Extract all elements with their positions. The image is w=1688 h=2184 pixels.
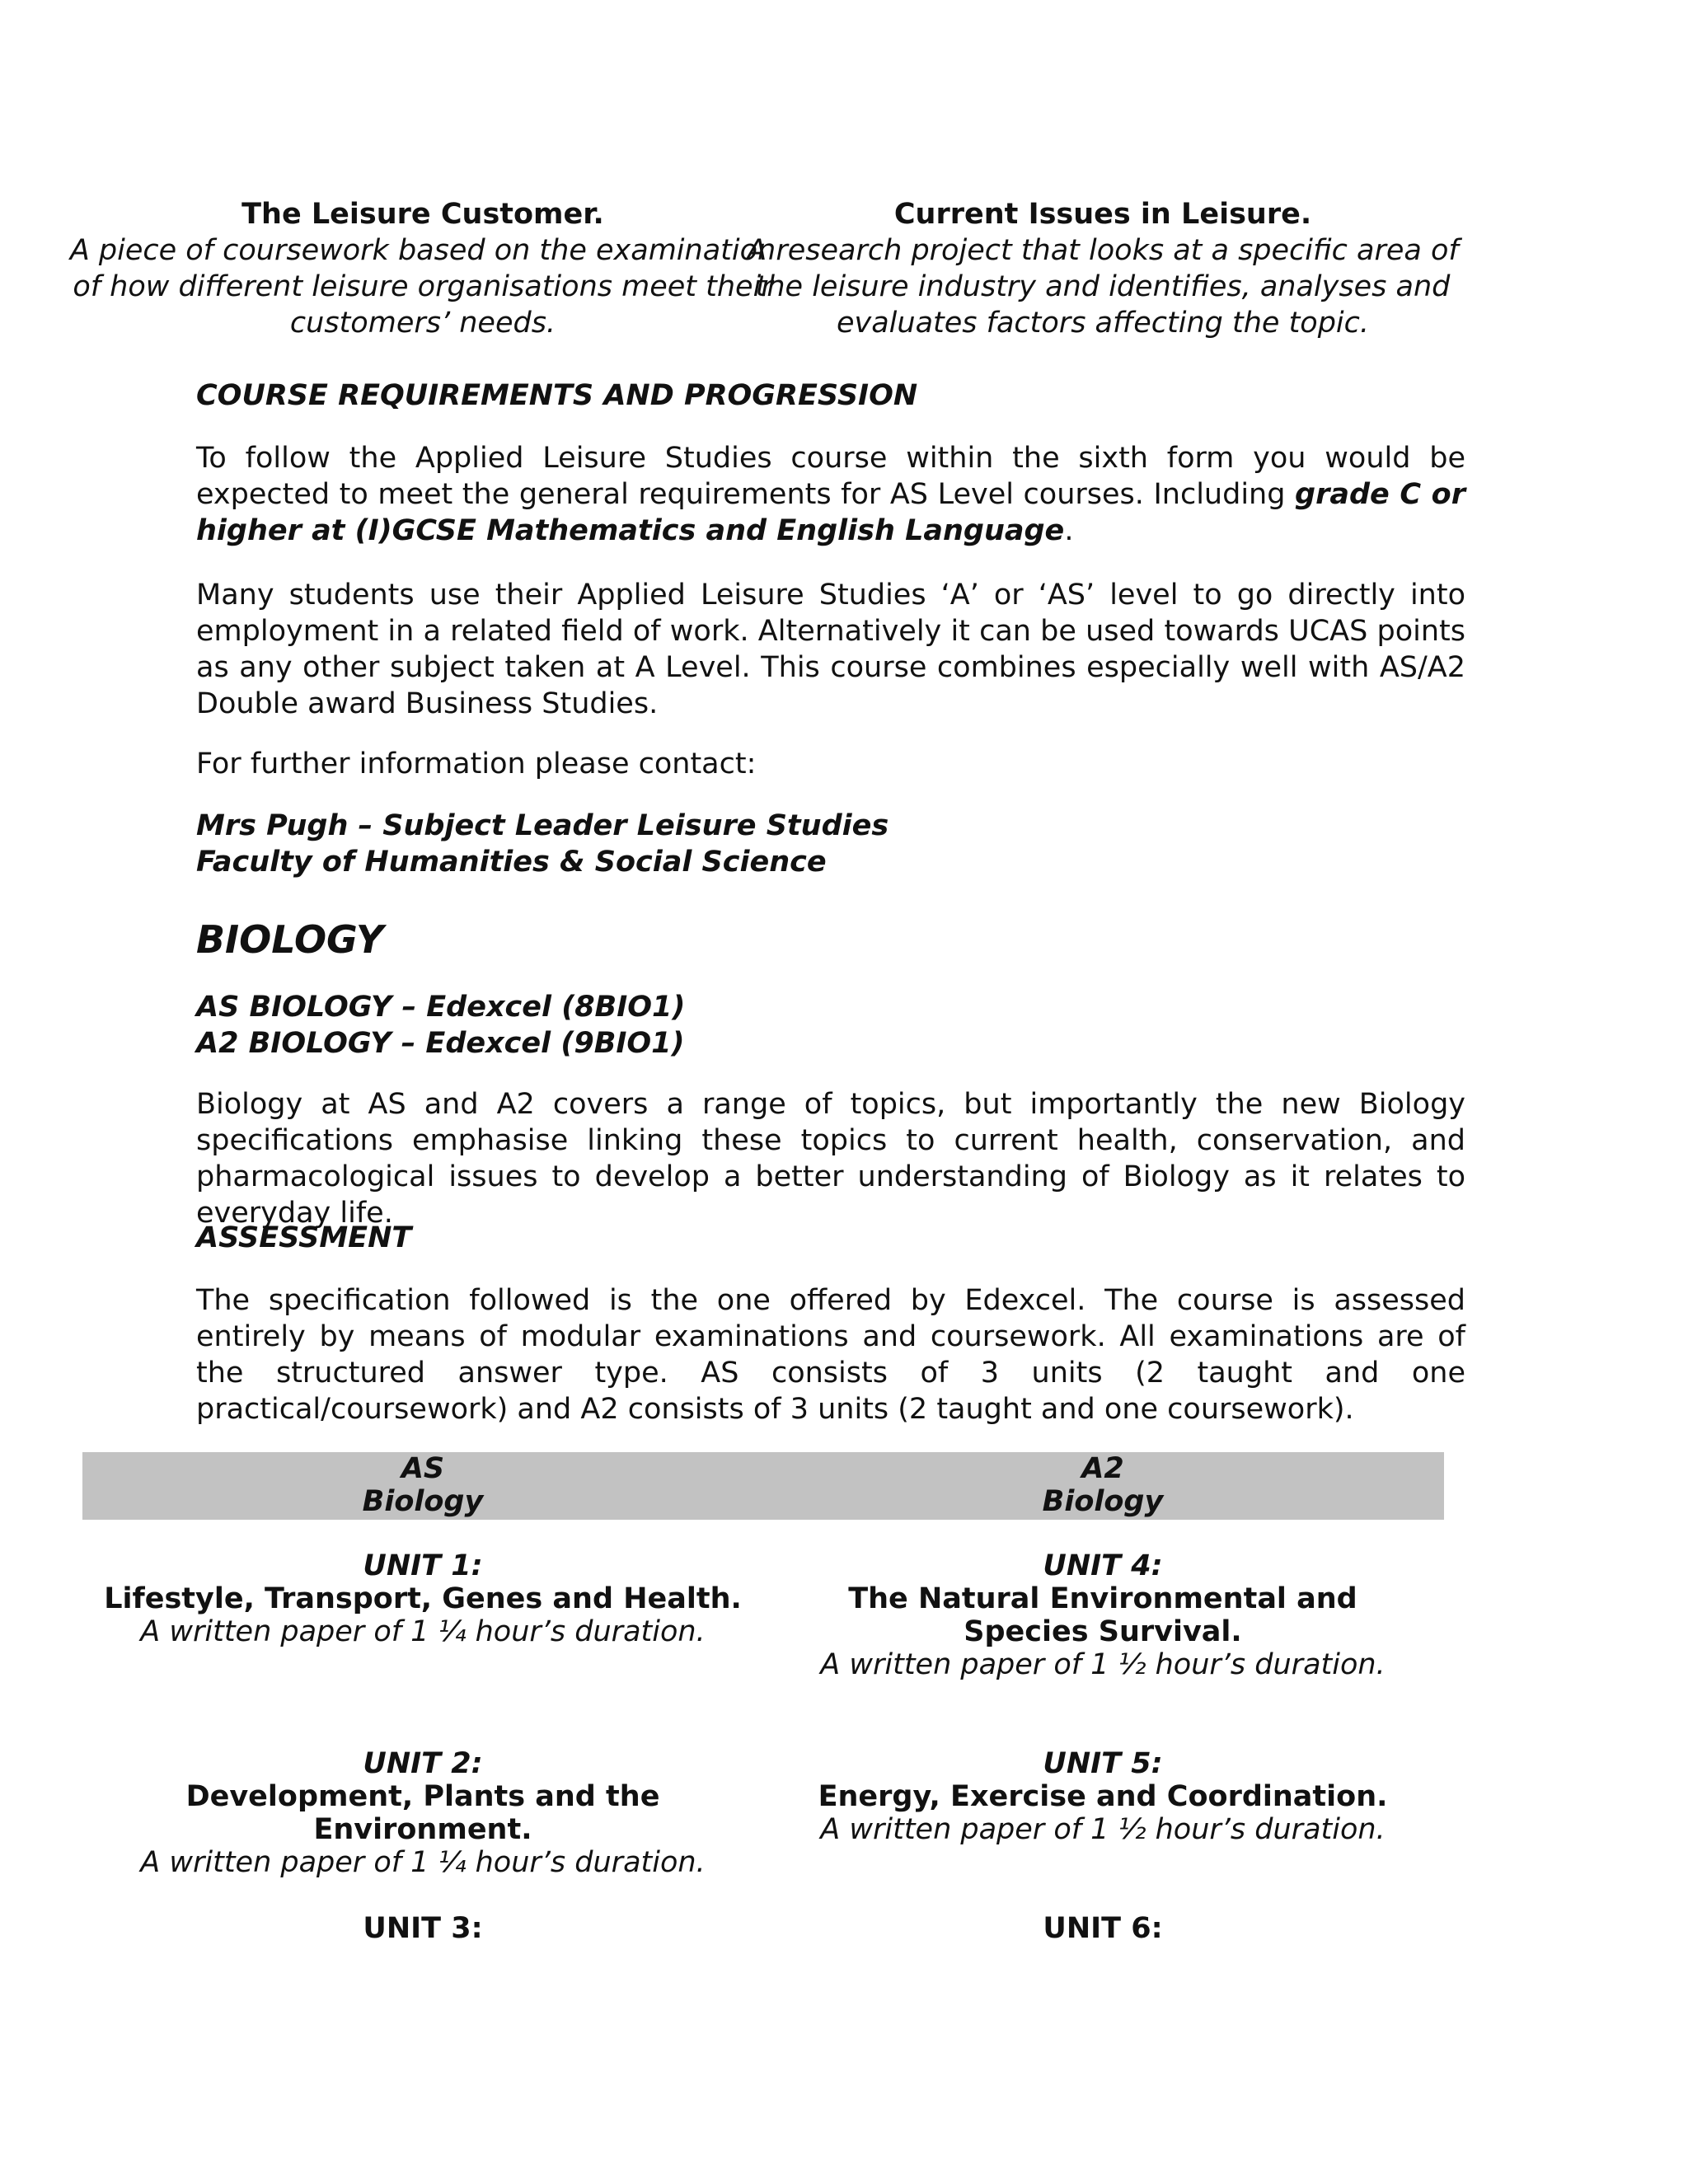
leisure-unit-desc-line: the leisure industry and identifies, analyses and — [755, 270, 1451, 303]
unit-desc: A written paper of 1 ¼ hour’s duration. — [140, 1615, 706, 1648]
unit-number: UNIT 1: — [363, 1549, 483, 1582]
table-cell-unit-4 — [806, 1549, 1400, 1681]
leisure-unit-desc-line: customers’ needs. — [289, 307, 556, 340]
requirements-text: To follow the Applied Leisure Studies course within the sixth form you would be expected to meet the general requirements for AS Level courses. Including — [196, 442, 1465, 511]
table-header-line: A2 — [1081, 1452, 1124, 1485]
table-header-line: Biology — [1042, 1485, 1164, 1518]
unit-title: Development, Plants and the Environment. — [185, 1780, 660, 1846]
leisure-unit-current-issues — [740, 196, 1465, 341]
table-cell-unit-6 — [773, 1912, 1432, 1945]
unit-number: UNIT 5: — [1043, 1747, 1163, 1780]
unit-number: UNIT 4: — [1043, 1549, 1163, 1582]
requirements-paragraph-1 — [196, 440, 1465, 549]
unit-title: Energy, Exercise and Coordination. — [818, 1780, 1388, 1813]
requirements-emphasis: grade C or higher at (I)GCSE Mathematics and English Language — [196, 478, 1465, 547]
contact-faculty: Faculty of Humanities & Social Science — [196, 846, 827, 879]
contact-name: Mrs Pugh – Subject Leader Leisure Studies — [196, 809, 889, 842]
assessment-heading: ASSESSMENT — [196, 1221, 412, 1254]
unit-title: Lifestyle, Transport, Genes and Health. — [104, 1582, 742, 1615]
table-cell-unit-3 — [93, 1912, 753, 1945]
leisure-unit-title: The Leisure Customer. — [241, 198, 604, 231]
table-cell-unit-1 — [93, 1549, 753, 1648]
unit-desc: A written paper of 1 ¼ hour’s duration. — [140, 1846, 706, 1879]
leisure-unit-desc-line: of how different leisure organisations meet their — [73, 270, 773, 303]
requirements-paragraph-2: Many students use their Applied Leisure Studies ‘A’ or ‘AS’ level to go directly into employment in a related field of work. Alternatively it can be used towards UCAS points as any other subject taken at A Level. This course combines especially well with AS/A2 Double award Business Studies. — [196, 579, 1465, 720]
requirements-paragraph-3: For further information please contact: — [196, 748, 757, 780]
biology-spec-a2: A2 BIOLOGY – Edexcel (9BIO1) — [196, 1027, 685, 1060]
biology-spec-as: AS BIOLOGY – Edexcel (8BIO1) — [196, 991, 686, 1024]
table-header-as — [77, 1452, 769, 1518]
biology-intro: Biology at AS and A2 covers a range of topics, but importantly the new Biology specifications emphasise linking these topics to current health, conservation, and pharmacological issues to develop a better understanding of Biology as it relates to everyday life. — [196, 1088, 1465, 1230]
leisure-unit-desc-line: evaluates factors affecting the topic. — [836, 307, 1370, 340]
unit-number: UNIT 3: — [363, 1912, 483, 1945]
unit-title: The Natural Environmental and Species Survival. — [848, 1582, 1357, 1648]
leisure-unit-desc-line: A research project that looks at a specific area of — [747, 234, 1459, 267]
unit-desc: A written paper of 1 ½ hour’s duration. — [820, 1648, 1386, 1681]
biology-title: BIOLOGY — [196, 917, 384, 962]
table-cell-unit-5 — [773, 1747, 1432, 1846]
unit-number: UNIT 6: — [1043, 1912, 1163, 1945]
table-header-a2 — [757, 1452, 1449, 1518]
table-header-line: Biology — [362, 1485, 484, 1518]
requirements-end: . — [1064, 514, 1074, 547]
unit-number: UNIT 2: — [363, 1747, 483, 1780]
table-header-line: AS — [401, 1452, 445, 1485]
assessment-paragraph: The specification followed is the one offered by Edexcel. The course is assessed entirely by means of modular examinations and coursework. All examinations are of the structured answer type. AS consists of 3 units (2 taught and one practical/coursework) and A2 consists of 3 units (2 taught and one coursework). — [196, 1284, 1465, 1426]
leisure-unit-desc-line: A piece of coursework based on the examination — [69, 234, 776, 267]
leisure-unit-title: Current Issues in Leisure. — [893, 198, 1312, 231]
unit-desc: A written paper of 1 ½ hour’s duration. — [820, 1813, 1386, 1846]
requirements-heading: COURSE REQUIREMENTS AND PROGRESSION — [196, 379, 918, 412]
leisure-unit-customer — [60, 196, 785, 341]
table-cell-unit-2 — [93, 1747, 753, 1879]
